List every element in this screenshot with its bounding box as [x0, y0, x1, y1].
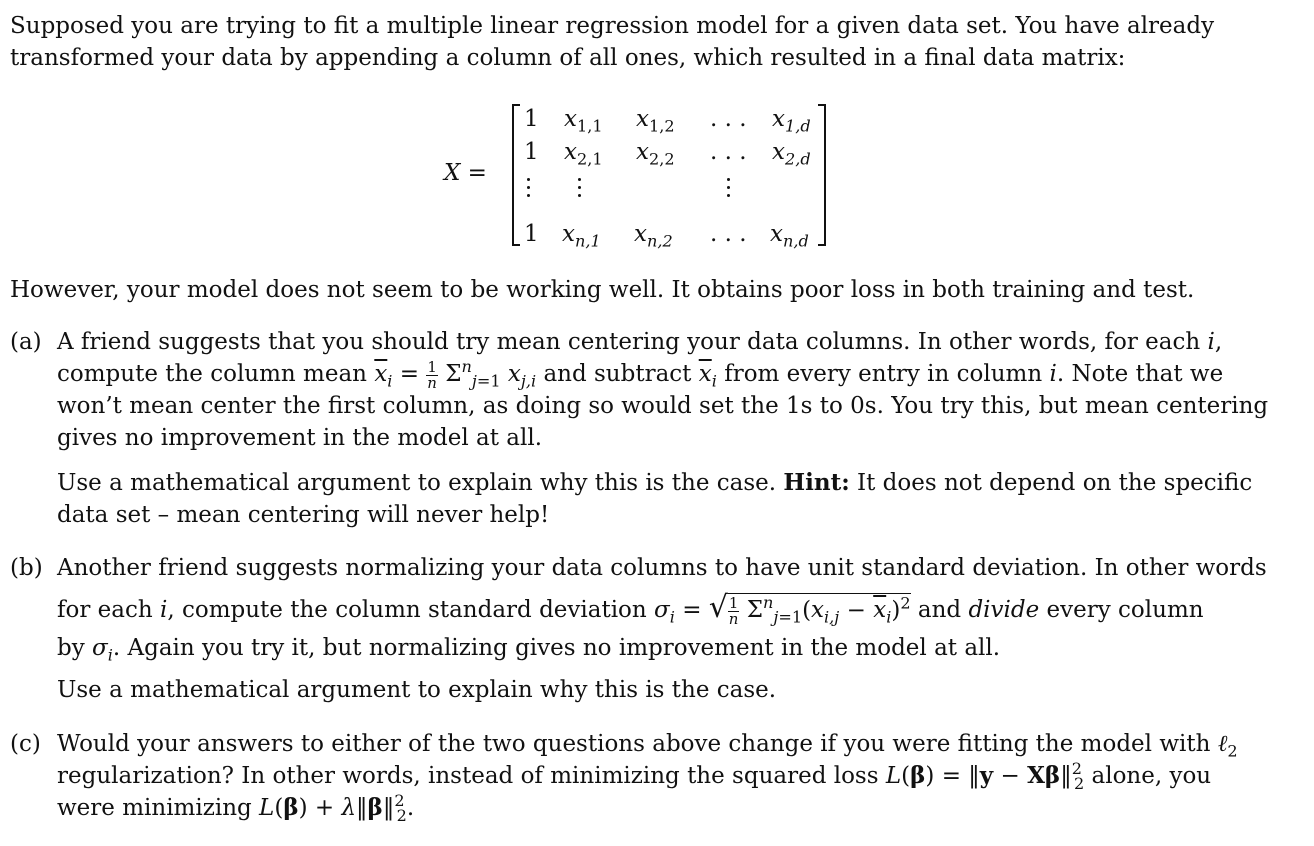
part-a [10, 326, 1270, 528]
matrix-cell: . . . [710, 221, 747, 247]
intro-line-1: Supposed you are trying to fit a multiple linear regression model for a given data set. You have already [10, 13, 1215, 39]
matrix-cell: 1 [524, 139, 539, 165]
matrix-cell: 1 [524, 106, 539, 132]
however-paragraph: However, your model does not seem to be working well. It obtains poor loss in both training and test. [10, 277, 1195, 303]
matrix-vdots [527, 178, 531, 202]
matrix-left-bracket [512, 104, 520, 246]
matrix-cell: $x_{2,d}$ [772, 139, 811, 169]
matrix-right-bracket [818, 104, 826, 246]
part-b-line-1: Another friend suggests normalizing your data columns to have unit standard deviation. In other words [57, 555, 1267, 581]
part-a-question: Use a mathematical argument to explain why this is the case. Hint: It does not depend on the specific data set – mean centering will never help! [57, 469, 1253, 528]
matrix-cell: 1 [524, 221, 539, 247]
intro-paragraph [10, 10, 1274, 74]
part-c-label: (c) [10, 731, 41, 757]
part-c-text: Would your answers to either of the two questions above change if you were fitting the model with ℓ$_2$ regularization? In other words, instead of minimizing the squared loss L(β) = ‖y − Xβ‖$^2_2$ alone, you were minimizing L(β) + λ‖β‖$^2_2$. [57, 731, 1238, 825]
part-a-line-4: gives no improvement in the model at all. [57, 425, 543, 452]
data-matrix [444, 100, 844, 250]
part-b-label: (b) [10, 555, 43, 581]
part-a-text: A friend suggests that you should try mean centering your data columns. In other words, for each i, compute the column mean $\overline{x}_i$ = $\frac{1}{n}$ $\Sigma^n_{j=1}$ $x_{j,i}$ and subtract $\overline{x}_i$ from every entry in column i. Note that we won’t mean center the first column, as doing so would set the 1s to 0s. You try this, but mean centering gives no improvement in the model at all. [57, 326, 1270, 454]
part-b [10, 552, 1270, 712]
matrix-cell: $x_{1,d}$ [772, 106, 811, 136]
matrix-cell: $x_{n,2}$ [634, 221, 673, 251]
part-a-line-1: A friend suggests that you should try mean centering your data columns. In other words, for each [57, 329, 1201, 355]
part-a-line-3: won’t mean center the first column, as doing so would set the 1s to 0s. You try this, but mean centering [57, 393, 1269, 420]
matrix-cell: $x_{1,1}$ [564, 106, 603, 136]
matrix-cell: $x_{2,2}$ [636, 139, 675, 169]
matrix-cell: $x_{2,1}$ [564, 139, 603, 169]
matrix-cell: $x_{n,d}$ [770, 221, 809, 251]
part-b-text: Another friend suggests normalizing your data columns to have unit standard deviation. In other words for each i, compute the column standard deviation $\sigma_i$ = √ $\frac{1}{n}$ $\Sigma^n_{j=1}(x_{i,j} - \overline{x}_i)^2$ and divide every column by $\sigma_i$. Again you try it, but normalizing gives no improvement in the model at all. Use a mathematical argument to explain why this is the case. [57, 552, 1270, 706]
part-c [10, 728, 1270, 838]
part-b-question: Use a mathematical argument to explain why this is the case. [57, 677, 777, 704]
part-a-label: (a) [10, 329, 42, 355]
matrix-cell: $x_{n,1}$ [562, 221, 601, 251]
intro-line-2: transformed your data by appending a column of all ones, which resulted in a final data matrix: [10, 45, 1126, 71]
matrix-cell: . . . [710, 139, 747, 165]
part-a-line-2: compute the column mean [57, 361, 367, 387]
matrix-cell: $x_{1,2}$ [636, 106, 675, 136]
matrix-cell: . . . [710, 106, 747, 132]
matrix-vdots [578, 178, 582, 202]
matrix-label: X = [444, 160, 487, 186]
matrix-vdots [727, 178, 731, 202]
